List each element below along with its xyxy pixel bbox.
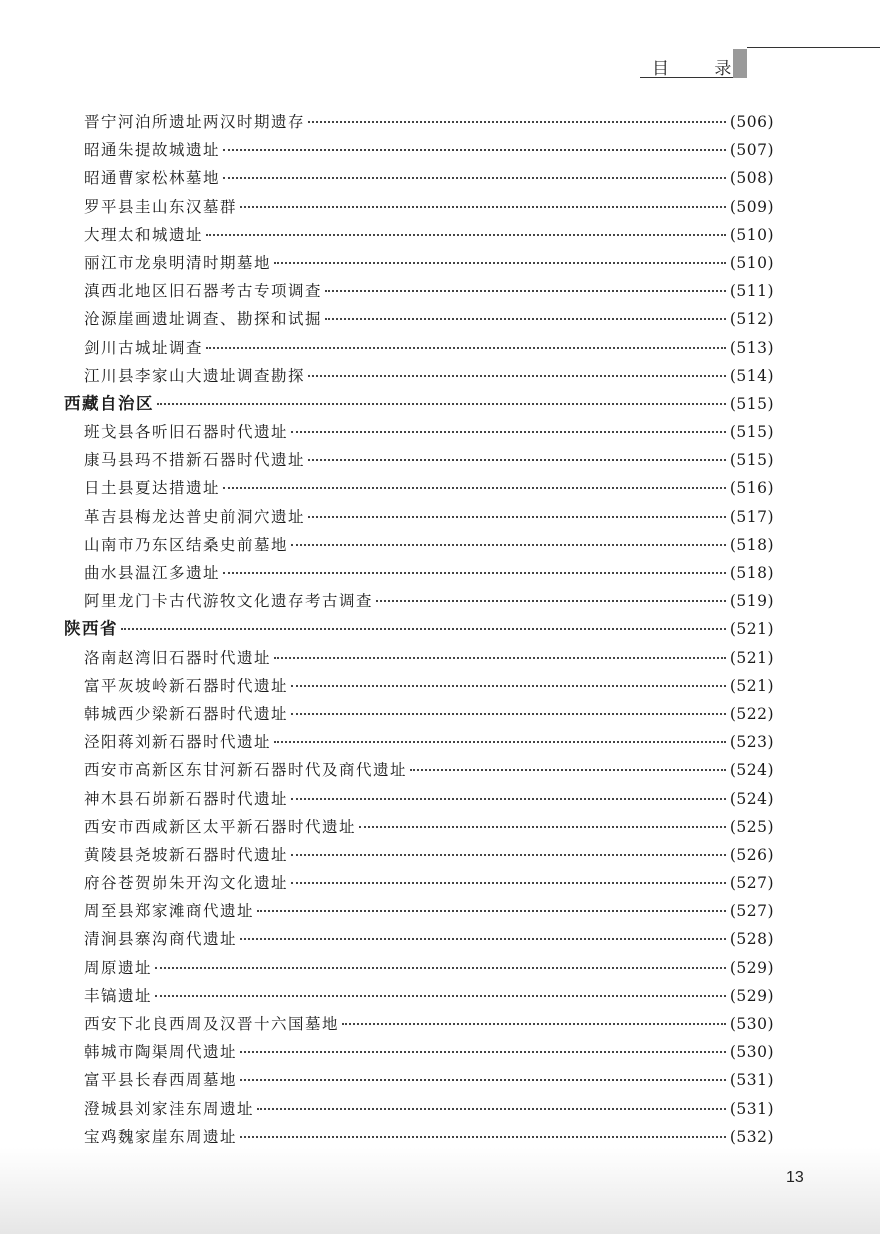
toc-entry-title: 日土县夏达措遗址: [84, 479, 221, 498]
toc-dot-leader: [206, 347, 726, 349]
toc-dot-leader: [257, 910, 726, 912]
toc-dot-leader: [325, 290, 726, 292]
toc-entry[interactable]: [64, 700, 774, 728]
toc-entry-title: 革吉县梅龙达普史前洞穴遗址: [84, 507, 306, 526]
toc-dot-leader: [155, 967, 726, 969]
toc-entry-title: 西藏自治区: [64, 393, 154, 413]
toc-entry-page: (513): [729, 338, 774, 357]
toc-dot-leader: [274, 262, 726, 264]
toc-entry-page: (527): [729, 902, 774, 921]
toc-entry[interactable]: [64, 1095, 774, 1123]
toc-entry[interactable]: [64, 221, 774, 249]
toc-dot-leader: [157, 403, 726, 405]
toc-entry[interactable]: [64, 869, 774, 897]
toc-entry[interactable]: [64, 362, 774, 390]
toc-dot-leader: [223, 572, 726, 574]
toc-entry-page: (521): [729, 648, 774, 667]
toc-dot-leader: [291, 544, 726, 546]
toc-entry[interactable]: [64, 897, 774, 925]
toc-entry-page: (512): [729, 310, 774, 329]
toc-entry-page: (526): [729, 845, 774, 864]
page-number: 13: [786, 1169, 804, 1186]
toc-entry[interactable]: [64, 559, 774, 587]
toc-entry-title: 曲水县温江多遗址: [84, 564, 221, 582]
toc-entry[interactable]: [64, 108, 774, 136]
toc-entry[interactable]: [64, 982, 774, 1010]
toc-entry-page: (523): [729, 733, 774, 752]
toc-entry[interactable]: [64, 756, 774, 784]
toc-dot-leader: [291, 882, 726, 884]
toc-dot-leader: [342, 1023, 726, 1025]
toc-entry[interactable]: [64, 164, 774, 192]
toc-entry-title: 韩城市陶渠周代遗址: [84, 1043, 238, 1062]
toc-dot-leader: [410, 769, 726, 771]
toc-entry[interactable]: [64, 503, 774, 531]
toc-entry-title: 澄城县刘家洼东周遗址: [84, 1099, 255, 1118]
toc-dot-leader: [291, 713, 726, 715]
toc-dot-leader: [223, 487, 726, 489]
toc-dot-leader: [359, 826, 726, 828]
toc-entry[interactable]: [64, 1066, 774, 1094]
toc-dot-leader: [308, 121, 726, 123]
toc-entry[interactable]: [64, 418, 774, 446]
toc-dot-leader: [240, 206, 726, 208]
toc-entry-page: (524): [729, 761, 774, 780]
toc-dot-leader: [308, 375, 726, 377]
toc-entry[interactable]: [64, 446, 774, 474]
toc-dot-leader: [325, 318, 726, 320]
toc-entry[interactable]: [64, 785, 774, 813]
toc-entry[interactable]: [64, 1123, 774, 1151]
toc-entry-page: (527): [729, 874, 774, 893]
toc-entry-page: (515): [729, 451, 774, 470]
toc-entry-page: (518): [729, 535, 774, 554]
toc-entry-page: (519): [729, 592, 774, 611]
toc-dot-leader: [121, 628, 726, 630]
toc-entry[interactable]: [64, 644, 774, 672]
toc-entry-title: 阿里龙门卡古代游牧文化遗存考古调查: [84, 592, 374, 611]
toc-entry-page: (506): [729, 113, 774, 131]
toc-entry-title: 丰镐遗址: [84, 986, 153, 1005]
toc-dot-leader: [240, 938, 726, 940]
toc-entry[interactable]: [64, 474, 774, 502]
toc-entry-title: 康马县玛不措新石器时代遗址: [84, 451, 306, 470]
toc-entry-title: 山南市乃东区结桑史前墓地: [84, 535, 289, 554]
toc-dot-leader: [240, 1136, 726, 1138]
toc-entry-title: 韩城西少梁新石器时代遗址: [84, 704, 289, 723]
toc-entry-page: (529): [729, 986, 774, 1005]
toc-entry[interactable]: [64, 305, 774, 333]
toc-dot-leader: [223, 149, 726, 151]
toc-dot-leader: [206, 234, 726, 236]
toc-entry-page: (515): [729, 394, 774, 413]
toc-entry-title: 宝鸡魏家崖东周遗址: [84, 1127, 238, 1146]
toc-entry[interactable]: [64, 1038, 774, 1066]
toc-entry-page: (525): [729, 817, 774, 836]
toc-entry-title: 滇西北地区旧石器考古专项调查: [84, 282, 323, 301]
toc-dot-leader: [308, 516, 726, 518]
toc-entry-page: (528): [729, 930, 774, 949]
toc-entry-title: 昭通曹家松林墓地: [84, 169, 221, 188]
toc-entry-page: (515): [729, 423, 774, 442]
toc-entry-title: 清涧县寨沟商代遗址: [84, 930, 238, 949]
toc-entry-title: 富平灰坡岭新石器时代遗址: [84, 676, 289, 695]
toc-entry-page: (517): [729, 507, 774, 526]
toc-entry-title: 西安市高新区东甘河新石器时代及商代遗址: [84, 761, 408, 780]
table-of-contents: [64, 108, 774, 1151]
header-rule-top: [747, 47, 880, 48]
toc-entry-title: 周至县郑家滩商代遗址: [84, 902, 255, 921]
toc-entry-page: (511): [729, 282, 774, 301]
toc-entry[interactable]: [64, 1010, 774, 1038]
toc-dot-leader: [155, 995, 726, 997]
toc-entry-page: (508): [729, 169, 774, 188]
toc-entry-title: 罗平县圭山东汉墓群: [84, 197, 238, 216]
toc-entry-page: (529): [729, 958, 774, 977]
running-header-title: 目 录: [652, 59, 752, 79]
toc-entry-title: 洛南赵湾旧石器时代遗址: [84, 648, 272, 667]
toc-entry-page: (532): [729, 1127, 774, 1146]
toc-dot-leader: [274, 657, 726, 659]
toc-entry[interactable]: [64, 334, 774, 362]
toc-entry-page: (531): [729, 1071, 774, 1090]
toc-entry-title: 西安下北良西周及汉晋十六国墓地: [84, 1015, 340, 1033]
toc-entry-title: 晋宁河泊所遗址两汉时期遗存: [84, 113, 306, 131]
toc-entry-title: 周原遗址: [84, 958, 153, 977]
toc-entry-title: 富平县长春西周墓地: [84, 1071, 238, 1090]
toc-entry-page: (510): [729, 253, 774, 272]
toc-entry-page: (516): [729, 479, 774, 498]
toc-entry-page: (521): [729, 676, 774, 695]
toc-entry[interactable]: [64, 277, 774, 305]
toc-entry-page: (522): [729, 704, 774, 723]
toc-entry[interactable]: [64, 531, 774, 559]
toc-entry-page: (507): [729, 141, 774, 160]
toc-entry-title: 沧源崖画遗址调查、勘探和试掘: [84, 310, 323, 329]
toc-dot-leader: [240, 1051, 726, 1053]
toc-entry[interactable]: [64, 249, 774, 277]
toc-entry-title: 泾阳蒋刘新石器时代遗址: [84, 733, 272, 752]
toc-entry-title: 丽江市龙泉明清时期墓地: [84, 253, 272, 272]
toc-entry[interactable]: [64, 925, 774, 953]
toc-dot-leader: [291, 854, 726, 856]
toc-entry-title: 班戈县各听旧石器时代遗址: [84, 423, 289, 442]
toc-entry-title: 江川县李家山大遗址调查勘探: [84, 366, 306, 385]
toc-entry-page: (510): [729, 225, 774, 244]
toc-dot-leader: [308, 459, 726, 461]
toc-dot-leader: [240, 1079, 726, 1081]
toc-entry-page: (521): [729, 620, 774, 639]
toc-entry[interactable]: [64, 672, 774, 700]
toc-entry-page: (530): [729, 1015, 774, 1033]
toc-entry[interactable]: [64, 728, 774, 756]
toc-dot-leader: [291, 685, 726, 687]
toc-dot-leader: [291, 431, 726, 433]
toc-dot-leader: [376, 600, 726, 602]
toc-entry-title: 黄陵县尧坡新石器时代遗址: [84, 845, 289, 864]
toc-entry[interactable]: [64, 136, 774, 164]
toc-dot-leader: [257, 1108, 726, 1110]
toc-entry-page: (518): [729, 564, 774, 582]
toc-entry-page: (514): [729, 366, 774, 385]
toc-entry[interactable]: [64, 841, 774, 869]
toc-entry-title: 西安市西咸新区太平新石器时代遗址: [84, 817, 357, 836]
toc-entry-page: (531): [729, 1099, 774, 1118]
toc-entry-page: (509): [729, 197, 774, 216]
toc-entry[interactable]: [64, 587, 774, 615]
toc-entry[interactable]: [64, 813, 774, 841]
toc-dot-leader: [223, 177, 726, 179]
toc-entry-title: 陕西省: [64, 619, 118, 639]
toc-entry-title: 大理太和城遗址: [84, 225, 204, 244]
toc-section-heading[interactable]: [64, 615, 774, 643]
toc-entry-title: 剑川古城址调查: [84, 338, 204, 357]
toc-entry-title: 昭通朱提故城遗址: [84, 141, 221, 160]
toc-dot-leader: [274, 741, 726, 743]
toc-entry-page: (524): [729, 789, 774, 808]
toc-entry[interactable]: [64, 193, 774, 221]
toc-entry[interactable]: [64, 954, 774, 982]
toc-entry-title: 府谷苍贺峁朱开沟文化遗址: [84, 874, 289, 893]
toc-dot-leader: [291, 798, 726, 800]
toc-section-heading[interactable]: [64, 390, 774, 418]
toc-entry-page: (530): [729, 1043, 774, 1062]
toc-entry-title: 神木县石峁新石器时代遗址: [84, 789, 289, 808]
